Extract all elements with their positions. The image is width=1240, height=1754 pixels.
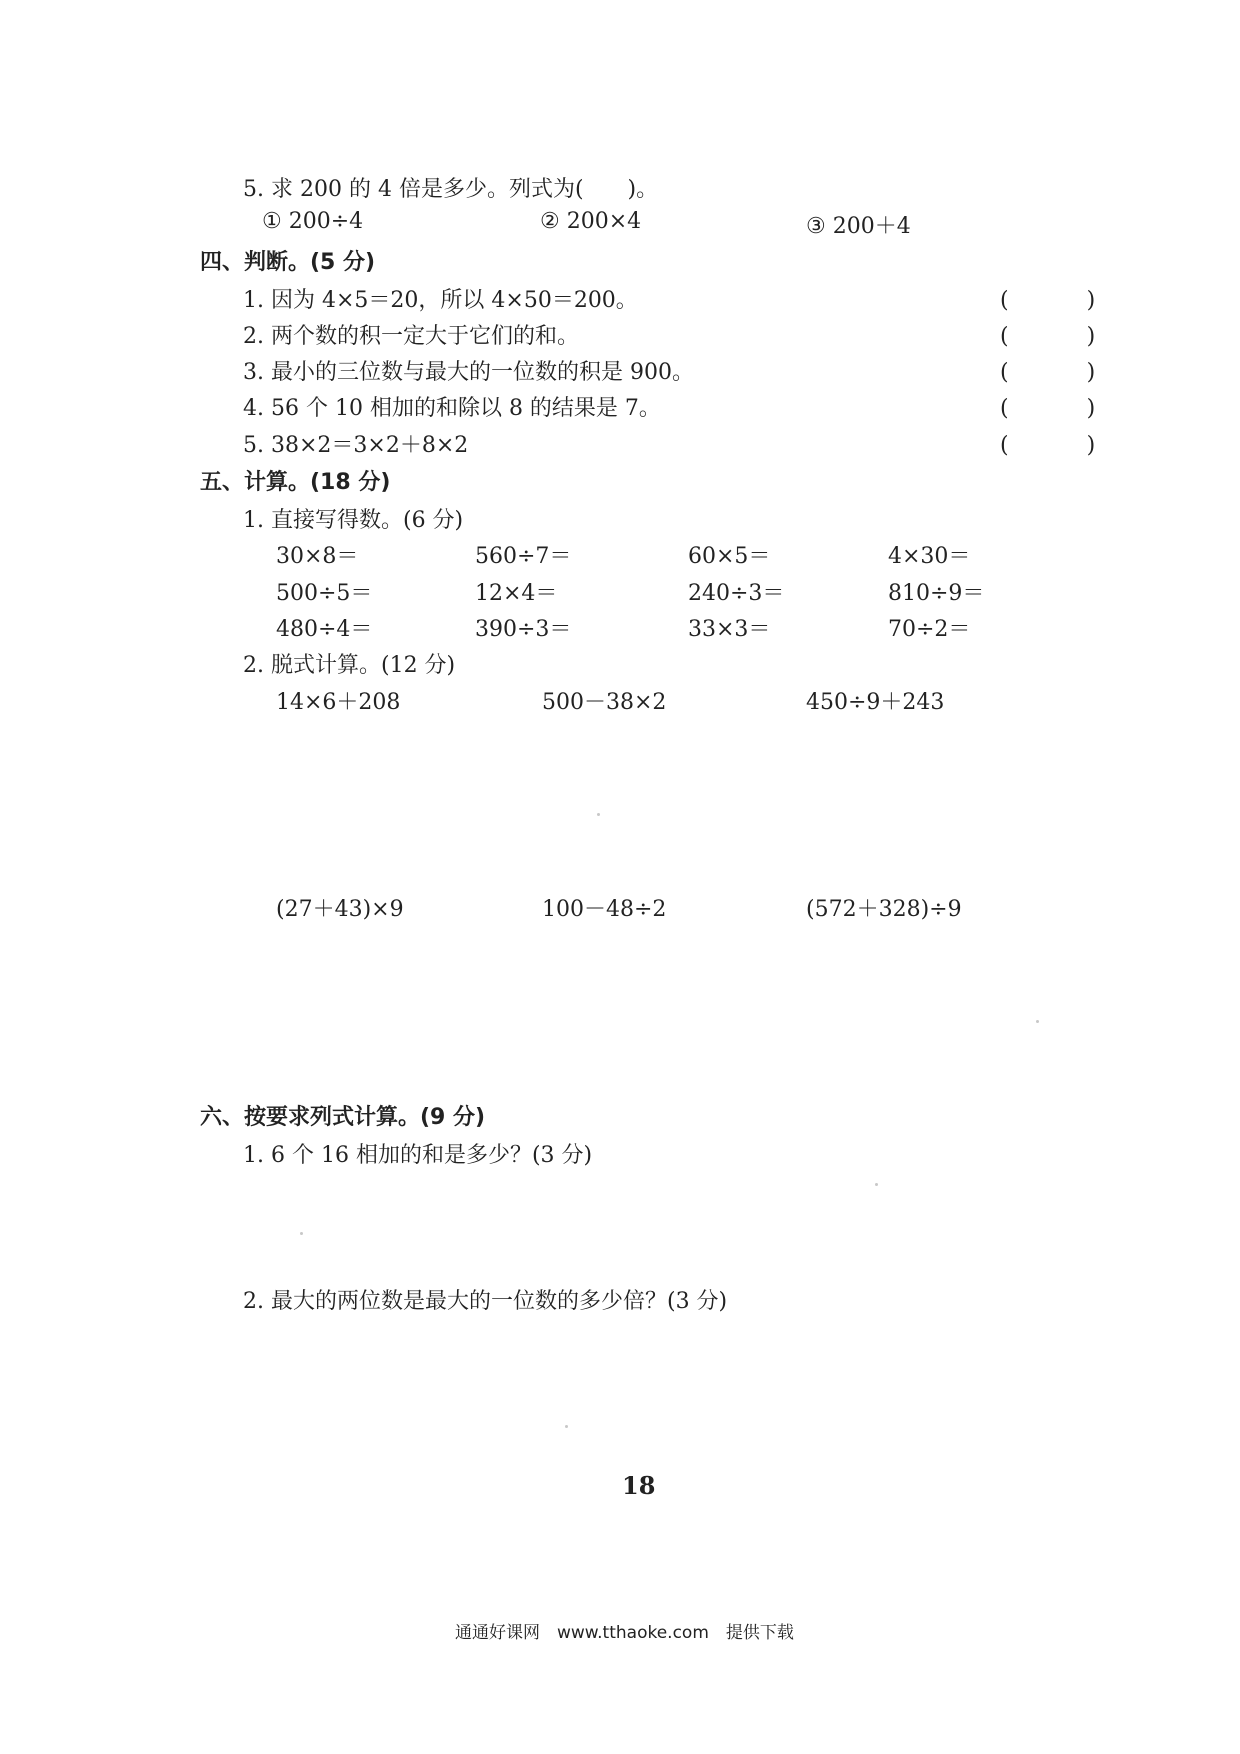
scan-speck: [597, 813, 600, 816]
oral-calc-item: 500÷5＝: [276, 581, 373, 606]
scan-speck: [565, 1425, 568, 1428]
stepwise-calc-item: 14×6＋208: [276, 690, 401, 715]
oral-calc-item: 4×30＝: [888, 544, 971, 569]
footer-credit: 通通好课网 www.tthaoke.com 提供下载: [455, 1623, 794, 1643]
oral-calc-item: 240÷3＝: [688, 581, 785, 606]
judge-item-3: 3. 最小的三位数与最大的一位数的积是 900。: [243, 360, 694, 385]
judge-answer-paren-4[interactable]: ( ): [1000, 396, 1124, 421]
section-5-sub2-title: 2. 脱式计算。(12 分): [243, 653, 456, 678]
scan-speck: [1036, 1020, 1039, 1023]
stepwise-calc-item: 100－48÷2: [542, 897, 667, 922]
oral-calc-item: 33×3＝: [688, 617, 771, 642]
stepwise-calc-item: (572＋328)÷9: [806, 897, 962, 922]
judge-item-1: 1. 因为 4×5＝20，所以 4×50＝200。: [243, 288, 638, 313]
stepwise-calc-item: 450÷9＋243: [806, 690, 945, 715]
section-6-title: 六、按要求列式计算。(9 分): [200, 1105, 486, 1130]
scan-speck: [300, 1232, 303, 1235]
section-4-title: 四、判断。(5 分): [200, 250, 376, 275]
oral-calc-item: 810÷9＝: [888, 581, 985, 606]
word-problem-1: 1. 6 个 16 相加的和是多少？(3 分): [243, 1143, 593, 1168]
word-problem-2: 2. 最大的两位数是最大的一位数的多少倍？(3 分): [243, 1289, 728, 1314]
q3-5-option-2: ② 200×4: [540, 209, 642, 234]
scan-speck: [875, 1183, 878, 1186]
judge-answer-paren-2[interactable]: ( ): [1000, 324, 1124, 349]
q3-5-option-1: ① 200÷4: [262, 209, 364, 234]
judge-answer-paren-5[interactable]: ( ): [1000, 433, 1124, 458]
judge-item-5: 5. 38×2＝3×2＋8×2: [243, 433, 469, 458]
oral-calc-item: 60×5＝: [688, 544, 771, 569]
section-5-sub1-title: 1. 直接写得数。(6 分): [243, 508, 464, 533]
stepwise-calc-item: 500－38×2: [542, 690, 667, 715]
stepwise-calc-item: (27＋43)×9: [276, 897, 404, 922]
oral-calc-item: 30×8＝: [276, 544, 359, 569]
oral-calc-item: 12×4＝: [475, 581, 558, 606]
judge-item-2: 2. 两个数的积一定大于它们的和。: [243, 324, 579, 349]
section-5-title: 五、计算。(18 分): [200, 470, 391, 495]
judge-answer-paren-3[interactable]: ( ): [1000, 360, 1124, 385]
q3-5-option-3: ③ 200＋4: [806, 214, 911, 239]
judge-answer-paren-1[interactable]: ( ): [1000, 288, 1124, 313]
oral-calc-item: 390÷3＝: [475, 617, 572, 642]
oral-calc-item: 70÷2＝: [888, 617, 971, 642]
judge-item-4: 4. 56 个 10 相加的和除以 8 的结果是 7。: [243, 396, 661, 421]
oral-calc-item: 560÷7＝: [475, 544, 572, 569]
q3-5-stem: 5. 求 200 的 4 倍是多少。列式为( )。: [243, 177, 659, 202]
page-number: 18: [622, 1471, 656, 1500]
oral-calc-item: 480÷4＝: [276, 617, 373, 642]
